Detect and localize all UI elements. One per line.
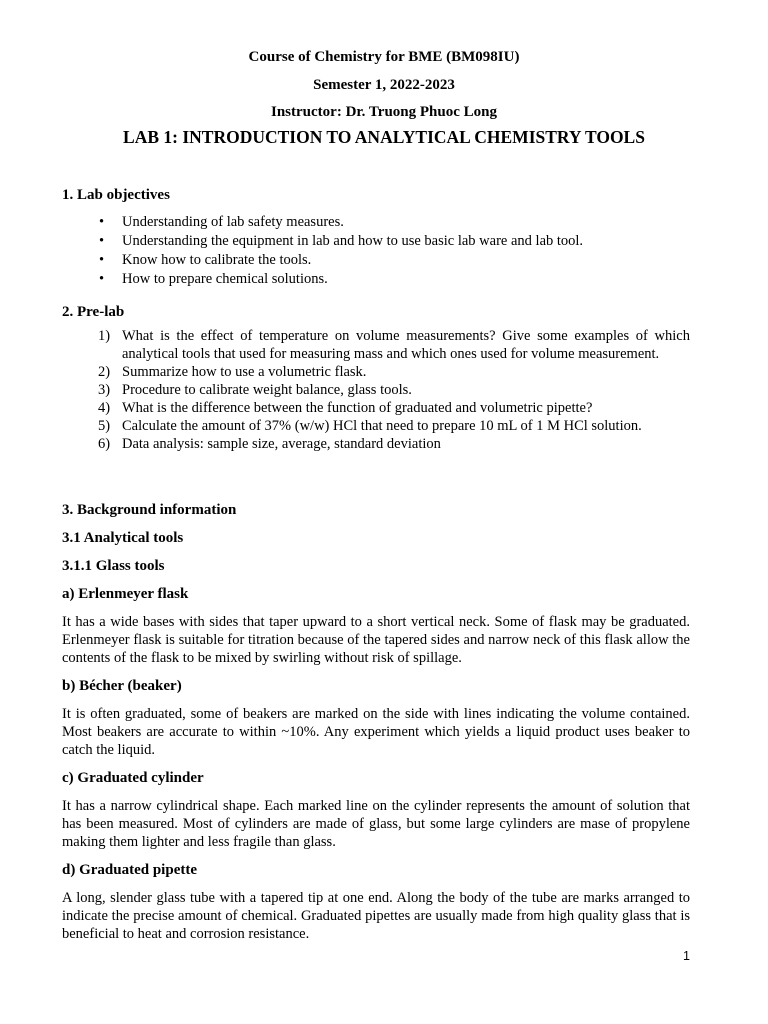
objective-item: • Understanding the equipment in lab and how to use basic lab ware and lab tool. [62,232,702,251]
lab-title: LAB 1: INTRODUCTION TO ANALYTICAL CHEMISTRY TOOLS [123,127,645,147]
beaker-paragraph: It is often graduated, some of beakers are marked on the side with lines indicating the volume contained. Most beakers are accurate to within ~10%. Any experiment which yields a liquid product uses beaker to catch the liquid. [62,706,690,758]
prelab-heading: 2. Pre-lab [62,304,125,320]
objectives-list [62,213,702,289]
prelab-item-text: What is the effect of temperature on volume measurements? Give some examples of which analytical tools that used for measuring mass and which ones used for volume measurement. [122,328,690,362]
pipette-heading: d) Graduated pipette [62,862,197,878]
prelab-item-text: Calculate the amount of 37% (w/w) HCl that need to prepare 10 mL of 1 M HCl solution. [122,418,642,434]
prelab-item-number: 2) [98,364,111,380]
prelab-list [62,327,690,453]
background-heading: 3. Background information [62,502,237,518]
erlenmeyer-paragraph: It has a wide bases with sides that taper upward to a short vertical neck. Some of flask may be graduated. Erlenmeyer flask is suitable for titration because of the tapered sides and narrow neck of this flask allow the contents of the flask to be mixed by swirling without risk of spillage. [62,614,690,666]
prelab-item-number: 5) [98,418,111,434]
cylinder-paragraph: It has a narrow cylindrical shape. Each marked line on the cylinder represents the amount of solution that has been measured. Most of cylinders are made of glass, but some large cylinders are mase of propylene making them lighter and less fragile than glass. [62,798,690,850]
prelab-item [62,399,690,417]
objective-item: • Understanding of lab safety measures. [62,213,702,232]
prelab-item-text: Summarize how to use a volumetric flask. [122,364,367,380]
glass-tools-heading: 3.1.1 Glass tools [62,558,165,574]
prelab-item-number: 6) [98,436,111,452]
prelab-item-text: Procedure to calibrate weight balance, glass tools. [122,382,412,398]
erlenmeyer-heading: a) Erlenmeyer flask [62,586,189,602]
prelab-item-text: What is the difference between the function of graduated and volumetric pipette? [122,400,593,416]
prelab-item [62,381,690,399]
prelab-item-number: 4) [98,400,111,416]
prelab-item-number: 1) [98,328,111,344]
prelab-item-text: Data analysis: sample size, average, standard deviation [122,436,441,452]
analytical-tools-heading: 3.1 Analytical tools [62,530,184,546]
prelab-item [62,435,690,453]
beaker-heading: b) Bécher (beaker) [62,678,182,694]
page-number: 1 [683,949,690,963]
prelab-item-number: 3) [98,382,111,398]
semester-line: Semester 1, 2022-2023 [313,77,455,93]
objectives-heading: 1. Lab objectives [62,187,170,203]
pipette-paragraph: A long, slender glass tube with a tapered tip at one end. Along the body of the tube are marks arranged to indicate the precise amount of chemical. Graduated pipettes are usually made from high quality glass that is beneficial to heat and corrosion resistance. [62,890,690,942]
instructor-line: Instructor: Dr. Truong Phuoc Long [271,104,497,120]
cylinder-heading: c) Graduated cylinder [62,770,204,786]
prelab-item [62,363,690,381]
prelab-item [62,417,690,435]
prelab-item [62,327,690,363]
objective-item: • How to prepare chemical solutions. [62,270,702,289]
course-title: Course of Chemistry for BME (BM098IU) [248,49,520,65]
objective-item: • Know how to calibrate the tools. [62,251,702,270]
